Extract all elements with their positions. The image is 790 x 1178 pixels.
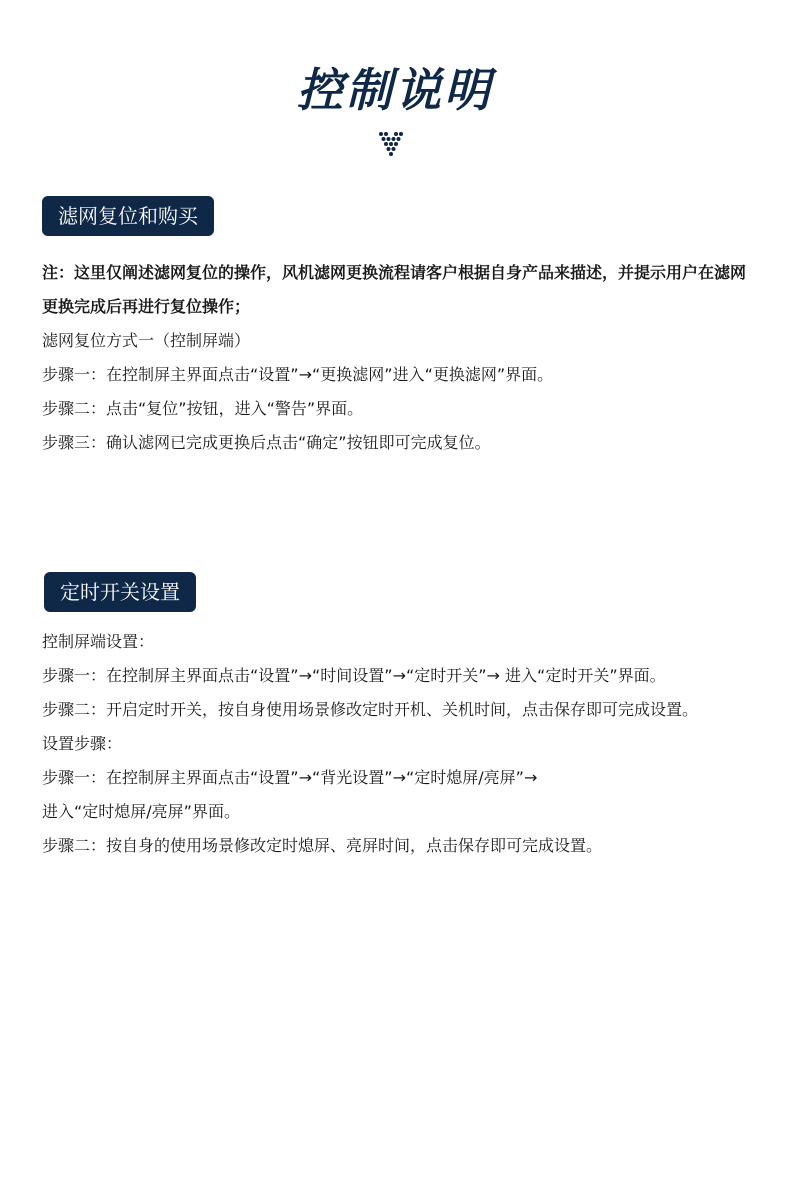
section-heading-filter-reset: 滤网复位和购买 — [42, 196, 214, 236]
section-filter-reset-content — [42, 256, 754, 460]
timer-step-2: 步骤二：开启定时开关，按自身使用场景修改定时开机、关机时间，点击保存即可完成设置。 — [42, 700, 699, 719]
page-title: 控制说明 — [297, 63, 493, 117]
filter-reset-method-title: 滤网复位方式一（控制屏端） — [42, 331, 251, 350]
screen-timer-step-1-continued: 进入“定时熄屏/亮屏”界面。 — [42, 802, 240, 821]
filter-reset-step-2: 步骤二：点击“复位”按钮，进入“警告”界面。 — [42, 399, 364, 418]
timer-step-1: 步骤一：在控制屏主界面点击“设置”→“时间设置”→“定时开关”→ 进入“定时开关”界面。 — [42, 666, 666, 685]
filter-reset-note: 注：这里仅阐述滤网复位的操作，风机滤网更换流程请客户根据自身产品来描述，并提示用户在滤网更换完成后再进行复位操作； — [42, 263, 747, 316]
screen-timer-step-2: 步骤二：按自身的使用场景修改定时熄屏、亮屏时间，点击保存即可完成设置。 — [42, 836, 603, 855]
timer-subtitle-control-screen: 控制屏端设置： — [42, 632, 155, 651]
section-timer-switch-content — [42, 625, 754, 863]
section-heading-timer-switch: 定时开关设置 — [44, 572, 196, 612]
screen-timer-step-1: 步骤一：在控制屏主界面点击“设置”→“背光设置”→“定时熄屏/亮屏”→ — [42, 768, 538, 787]
filter-reset-step-1: 步骤一：在控制屏主界面点击“设置”→“更换滤网”进入“更换滤网”界面。 — [42, 365, 554, 384]
timer-subtitle-setup-steps: 设置步骤： — [42, 734, 123, 753]
downward-dot-arrow-icon — [378, 130, 404, 156]
filter-reset-step-3: 步骤三：确认滤网已完成更换后点击“确定”按钮即可完成复位。 — [42, 433, 491, 452]
